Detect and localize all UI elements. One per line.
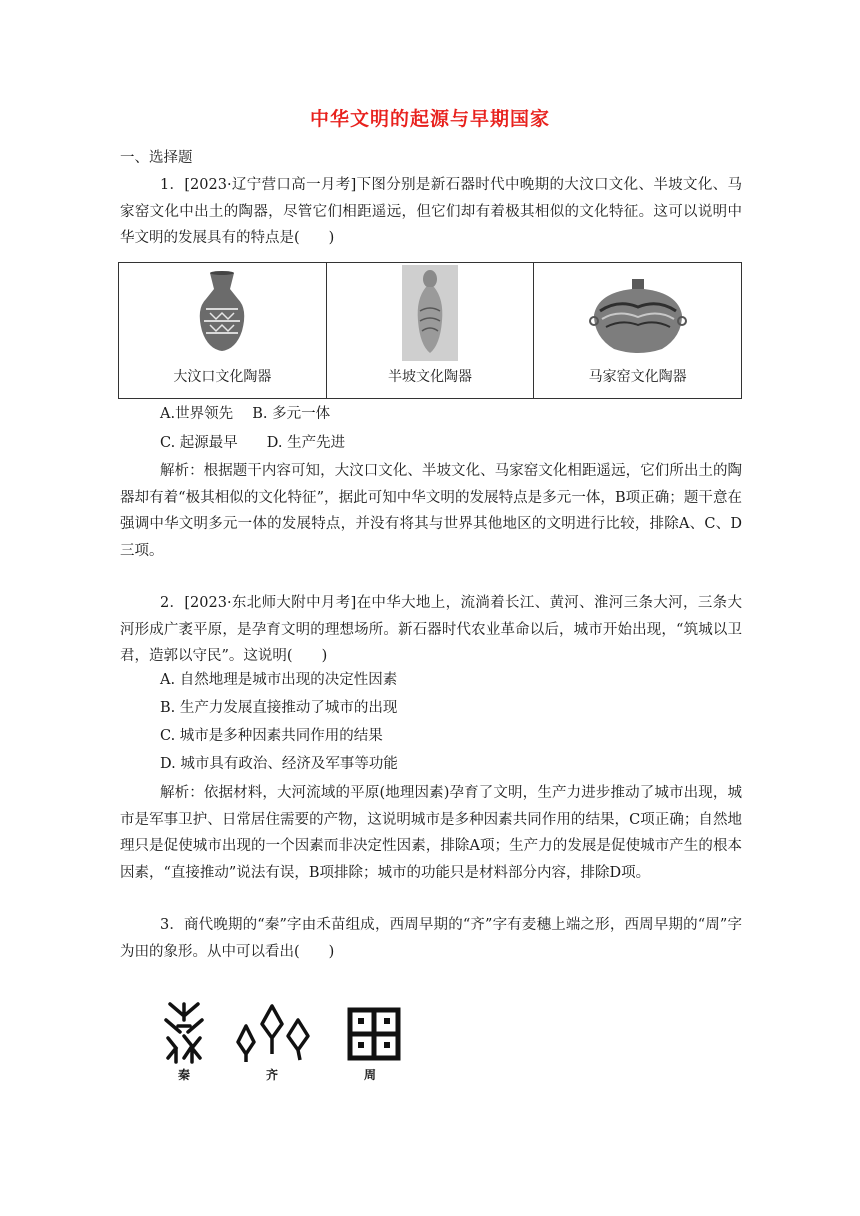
image-cell-majiayao	[534, 263, 741, 398]
page-title: 中华文明的起源与早期国家	[309, 108, 550, 130]
qin-glyph-icon	[166, 1004, 202, 1062]
zhou-glyph-icon	[350, 1010, 398, 1058]
question-1-options-ab: A.世界领先 B. 多元一体	[160, 406, 331, 422]
question-2-option-a: A. 自然地理是城市出现的决定性因素	[160, 672, 398, 688]
question-2-stem: 2．[2023·东北师大附中月考]在中华大地上，流淌着长江、黄河、淮河三条大河，三条大河形成广袤平原，是孕育文明的理想场所。新石器时代农业革命以后，城市开始出现，“筑城以卫君，造郭以守民”。这说明( )	[120, 595, 742, 664]
question-2-option-d: D. 城市具有政治、经济及军事等功能	[160, 756, 398, 772]
glyph-label-zhou: 周	[364, 1068, 377, 1082]
pottery-image-table	[118, 262, 742, 399]
section-heading: 一、选择题	[120, 150, 193, 166]
majiayao-pottery-icon	[588, 277, 688, 357]
question-2-analysis: 解析：依据材料，大河流域的平原(地理因素)孕育了文明，生产力进步推动了城市出现，城市是军事卫护、日常居住需要的产物，这说明城市是多种因素共同作用的结果，C项正确；自然地理只是促使城市出现的一个因素而非决定性因素，排除A项；生产力的发展是促使城市产生的根本因素，“直接推动”说法有误，B项排除；城市的功能只是材料部分内容，排除D项。	[120, 785, 742, 881]
qi-glyph-icon	[238, 1006, 308, 1062]
question-2-option-c: C. 城市是多种因素共同作用的结果	[160, 728, 383, 744]
image-cell-dawenkou	[119, 263, 327, 398]
question-1-stem: 1．[2023·辽宁营口高一月考]下图分别是新石器时代中晚期的大汶口文化、半坡文化、马家窑文化中出土的陶器，尽管它们相距遥远，但它们却有着极其相似的文化特征。这可以说明中华文明的发展具有的特点是( )	[120, 177, 742, 246]
image-label-banpo: 半坡文化陶器	[388, 369, 472, 385]
glyph-label-qin: 秦	[178, 1068, 191, 1082]
question-1-analysis: 解析：根据题干内容可知，大汶口文化、半坡文化、马家窑文化相距遥远，它们所出土的陶器却有着“极其相似的文化特征”，据此可知中华文明的发展特点是多元一体，B项正确；题干意在强调中华文明多元一体的发展特点，并没有将其与世界其他地区的文明进行比较，排除A、C、D三项。	[120, 463, 742, 559]
glyph-label-qi: 齐	[266, 1068, 279, 1082]
oracle-bone-glyphs	[160, 1000, 420, 1090]
dawenkou-pottery-icon	[192, 269, 252, 359]
image-label-dawenkou: 大汶口文化陶器	[173, 369, 272, 385]
question-2-option-b: B. 生产力发展直接推动了城市的出现	[160, 700, 398, 716]
question-3-stem: 3．商代晚期的“秦”字由禾苗组成，西周早期的“齐”字有麦穗上端之形，西周早期的“周”字为田的象形。从中可以看出( )	[120, 917, 742, 960]
image-cell-banpo	[327, 263, 535, 398]
banpo-pottery-icon	[402, 265, 458, 361]
image-label-majiayao: 马家窑文化陶器	[588, 369, 687, 385]
question-1-options-cd: C. 起源最早 D. 生产先进	[160, 435, 346, 451]
